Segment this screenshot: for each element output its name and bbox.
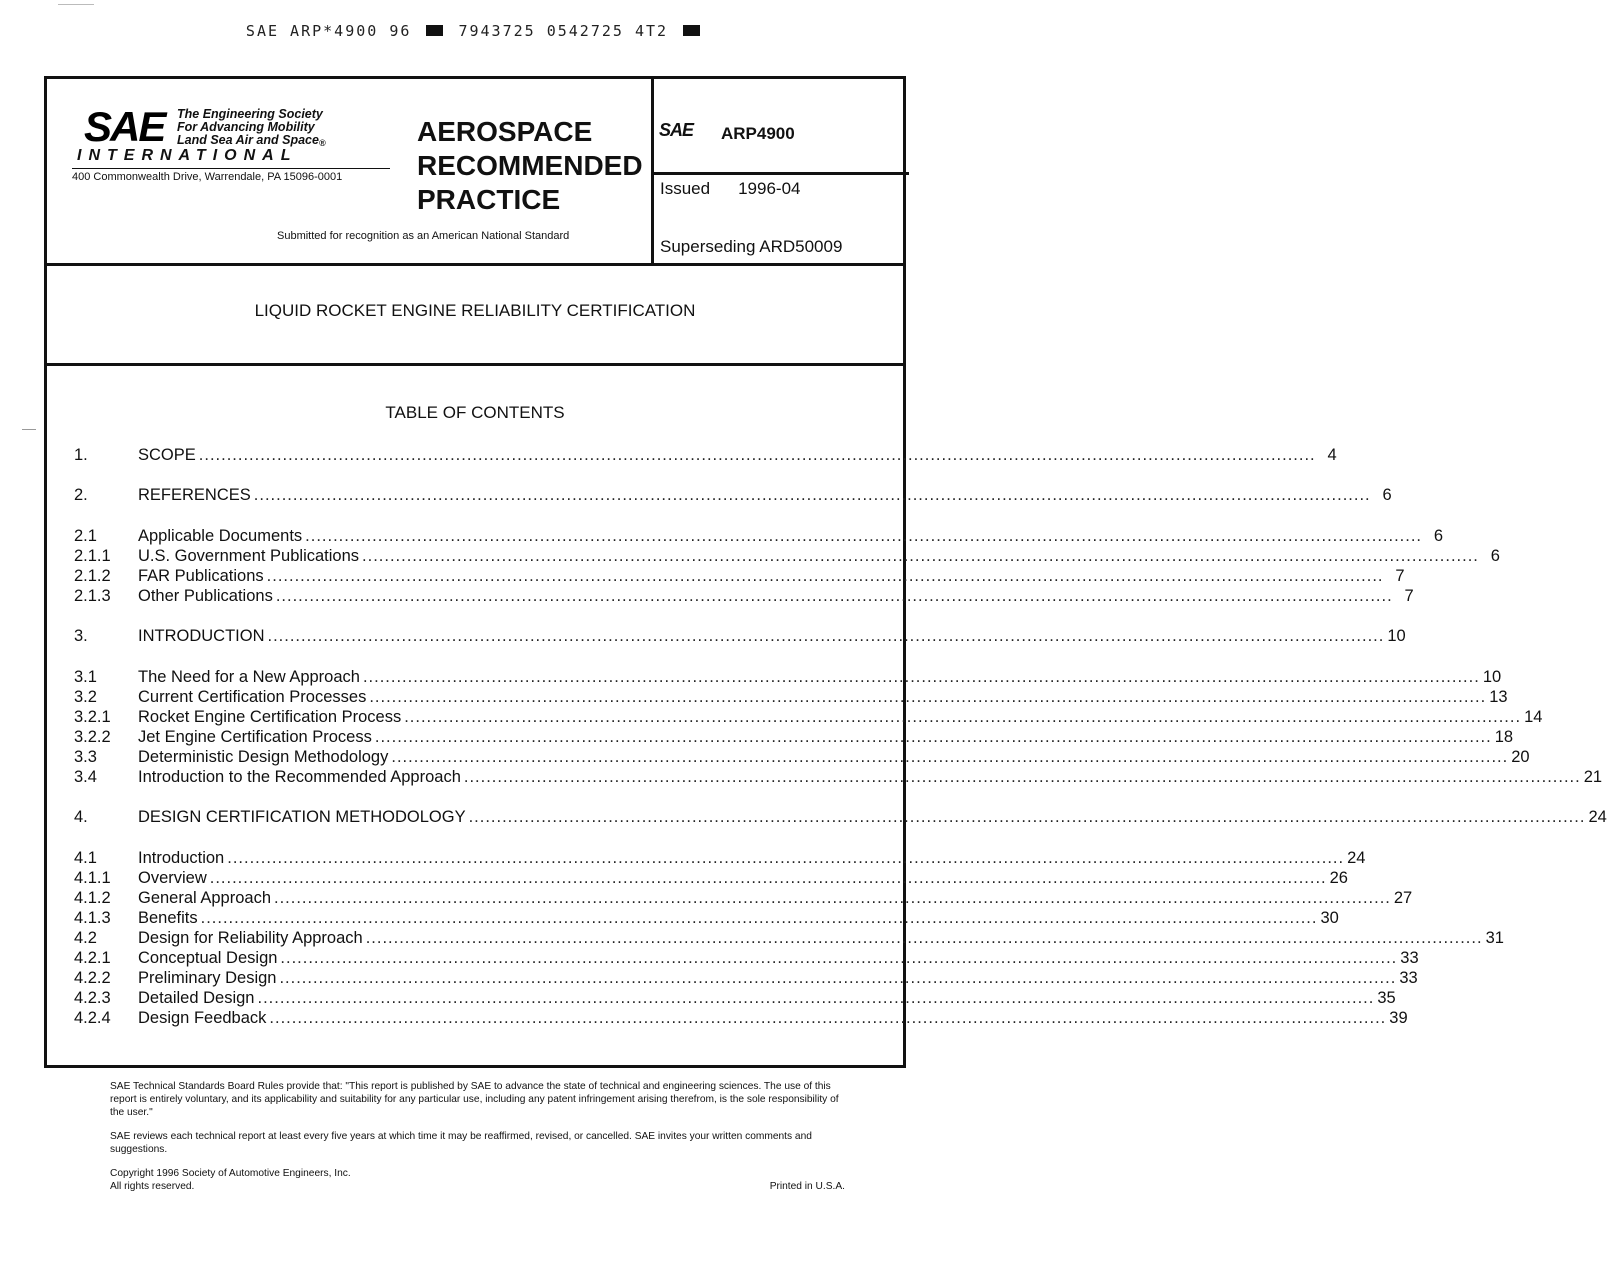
scan-corner-mark	[58, 4, 94, 5]
toc-section-title: REFERENCES	[138, 486, 251, 504]
toc-entry	[74, 486, 1392, 506]
review-policy: SAE reviews each technical report at least every five years at which time it may be reaffirmed, revised, or cancelled. SAE invites your written comments and suggestions.	[110, 1131, 812, 1155]
submitted-note: Submitted for recognition as an American National Standard	[277, 230, 570, 242]
toc-entry	[74, 627, 1406, 647]
toc-leader-dots: ........................................................................................................................................................................................................	[200, 909, 1318, 927]
toc-entry	[74, 869, 1348, 889]
toc-section-number: 4.1.2	[74, 889, 111, 907]
toc-page-number: 6	[1490, 547, 1500, 565]
toc-section-title: The Need for a New Approach	[138, 668, 360, 686]
logo-divider	[72, 168, 390, 169]
toc-entry	[74, 989, 1396, 1009]
toc-entry	[74, 446, 1337, 466]
document-frame	[44, 76, 1607, 1068]
stamp-block-mark	[426, 25, 443, 36]
document-info-panel	[651, 79, 909, 263]
toc-page-number: 35	[1377, 989, 1396, 1007]
toc-section-title: Rocket Engine Certification Process	[138, 708, 402, 726]
toc-leader-dots: ........................................................................................................................................................................................................	[362, 547, 1479, 565]
toc-entry	[74, 587, 1414, 607]
toc-leader-dots: ........................................................................................................................................................................................................	[391, 748, 1509, 766]
toc-page-number: 14	[1524, 708, 1543, 726]
toc-section-number: 3.2.2	[74, 728, 111, 746]
sae-address: 400 Commonwealth Drive, Warrendale, PA 15096-0001	[72, 171, 343, 183]
toc-section-title: Design Feedback	[138, 1009, 267, 1027]
document-title: LIQUID ROCKET ENGINE RELIABILITY CERTIFICATION	[254, 301, 696, 320]
rights-reserved: All rights reserved.	[110, 1181, 195, 1192]
toc-page-number: 18	[1494, 728, 1514, 746]
toc-leader-dots: ........................................................................................................................................................................................................	[374, 728, 1492, 746]
tagline-line: Land Sea Air and Space®	[177, 133, 326, 148]
toc-section-number: 3.2	[74, 688, 97, 706]
toc-section-title: Introduction to the Recommended Approach	[138, 768, 461, 786]
toc-section-number: 2.1	[74, 527, 97, 545]
toc-entry	[74, 688, 1508, 708]
toc-page-number: 21	[1583, 768, 1603, 786]
toc-section-number: 4.2	[74, 929, 97, 947]
toc-leader-dots: ........................................................................................................................................................................................................	[227, 849, 1345, 867]
toc-section-title: INTRODUCTION	[138, 627, 265, 645]
toc-entry	[74, 768, 1603, 788]
toc-entry	[74, 728, 1514, 748]
sae-small-logo: SAE	[659, 120, 694, 140]
stamp-code: SAE ARP*4900 96	[245, 22, 412, 40]
registered-mark: ®	[318, 138, 326, 148]
toc-leader-dots: ........................................................................................................................................................................................................	[365, 929, 1483, 947]
sae-logo-mark: SAE	[84, 103, 165, 150]
toc-page-number: 33	[1400, 949, 1419, 967]
toc-section-title: Design for Reliability Approach	[138, 929, 363, 947]
toc-section-number: 1.	[74, 446, 88, 464]
toc-leader-dots: ........................................................................................................................................................................................................	[266, 567, 1384, 585]
document-number-box	[654, 79, 909, 175]
toc-leader-dots: ........................................................................................................................................................................................................	[257, 989, 1375, 1007]
toc-page-number: 7	[1404, 587, 1414, 605]
scan-margin-mark	[22, 429, 36, 430]
toc-section-number: 4.2.2	[74, 969, 111, 987]
toc-section-title: Detailed Design	[138, 989, 255, 1007]
toc-page-number: 10	[1482, 668, 1502, 686]
stamp-suffix: 4T2	[634, 22, 669, 40]
toc-section-number: 3.2.1	[74, 708, 111, 726]
toc-page-number: 7	[1395, 567, 1405, 585]
toc-page-number: 31	[1485, 929, 1504, 947]
standards-board-rules: SAE Technical Standards Board Rules provide that: "This report is published by SAE to advance the state of technical and engineering sciences. The use of this report is entirely voluntary, and its applicability and suitability for any particular use, including any patent infringement arising therefrom, is the sole responsibility of the user."	[110, 1081, 839, 1118]
toc-section-number: 4.2.3	[74, 989, 111, 1007]
toc-section-number: 2.1.1	[74, 547, 111, 565]
stamp-serial: 7943725 0542725	[458, 22, 624, 40]
toc-section-title: Deterministic Design Methodology	[138, 748, 389, 766]
tagline-line: For Advancing Mobility	[177, 120, 315, 134]
sae-tagline	[177, 108, 326, 150]
toc-section-title: Other Publications	[138, 587, 273, 605]
doc-type-line: PRACTICE	[417, 184, 561, 215]
toc-entry	[74, 969, 1418, 989]
toc-entry	[74, 808, 1607, 828]
stamp-block-mark	[683, 25, 700, 36]
toc-page-number: 27	[1393, 889, 1413, 907]
toc-page-number: 10	[1387, 627, 1406, 645]
toc-page-number: 30	[1320, 909, 1339, 927]
header	[47, 79, 903, 266]
toc-leader-dots: ........................................................................................................................................................................................................	[198, 446, 1316, 464]
toc-section-title: U.S. Government Publications	[138, 547, 360, 565]
sae-international: INTERNATIONAL	[77, 147, 298, 164]
toc-section-title: FAR Publications	[138, 567, 264, 585]
toc-leader-dots: ........................................................................................................................................................................................................	[279, 969, 1397, 987]
toc-section-number: 3.1	[74, 668, 97, 686]
toc-heading: TABLE OF CONTENTS	[385, 403, 565, 422]
toc-page-number: 24	[1588, 808, 1607, 826]
issued-date	[660, 179, 800, 199]
toc-section-number: 4.2.1	[74, 949, 111, 967]
toc-section-title: Introduction	[138, 849, 225, 867]
toc-entry	[74, 1009, 1408, 1029]
toc-section-number: 3.3	[74, 748, 97, 766]
toc-section-title: DESIGN CERTIFICATION METHODOLOGY	[138, 808, 466, 826]
toc-section-number: 4.1.3	[74, 909, 111, 927]
toc-leader-dots: ........................................................................................................................................................................................................	[269, 1009, 1387, 1027]
toc-entry	[74, 949, 1419, 969]
toc-section-number: 3.4	[74, 768, 97, 786]
toc-leader-dots: ........................................................................................................................................................................................................	[369, 688, 1487, 706]
document-stamp	[0, 22, 950, 40]
doc-type-line: RECOMMENDED	[417, 150, 643, 181]
toc-section-number: 4.1	[74, 849, 97, 867]
toc-leader-dots: ........................................................................................................................................................................................................	[275, 587, 1393, 605]
toc-entry	[74, 929, 1504, 949]
toc-page-number: 39	[1389, 1009, 1408, 1027]
toc-entry	[74, 748, 1530, 768]
toc-page-number: 6	[1382, 486, 1392, 504]
toc-entry	[74, 909, 1339, 929]
toc-section-number: 4.2.4	[74, 1009, 111, 1027]
document-number: ARP4900	[721, 124, 795, 143]
toc-leader-dots: ........................................................................................................................................................................................................	[280, 949, 1398, 967]
toc-section-title: Overview	[138, 869, 207, 887]
toc-page-number: 20	[1511, 748, 1530, 766]
toc-page-number: 6	[1433, 527, 1444, 545]
document-type	[417, 115, 643, 217]
toc-entry	[74, 889, 1413, 909]
toc-page-number: 26	[1329, 869, 1348, 887]
toc-section-number: 4.1.1	[74, 869, 111, 887]
toc-section-title: Jet Engine Certification Process	[138, 728, 372, 746]
toc-leader-dots: ........................................................................................................................................................................................................	[463, 768, 1581, 786]
toc-entry	[74, 849, 1366, 869]
toc-page-number: 13	[1489, 688, 1508, 706]
toc-section-title: Current Certification Processes	[138, 688, 367, 706]
title-band	[47, 266, 903, 366]
toc-section-number: 2.1.3	[74, 587, 111, 605]
copyright: Copyright 1996 Society of Automotive Engineers, Inc.	[110, 1168, 351, 1179]
toc-leader-dots: ........................................................................................................................................................................................................	[267, 627, 1385, 645]
tagline-line: The Engineering Society	[177, 107, 323, 121]
issued-value: 1996-04	[738, 179, 801, 198]
toc-section-number: 3.	[74, 627, 88, 645]
issued-label: Issued	[660, 179, 711, 198]
toc-section-title: SCOPE	[138, 446, 196, 464]
toc-section-number: 4.	[74, 808, 88, 826]
copyright-block	[110, 1167, 845, 1193]
toc-entry	[74, 527, 1444, 547]
toc-page-number: 4	[1327, 446, 1337, 464]
toc-section-title: Applicable Documents	[138, 527, 303, 545]
doc-type-line: AEROSPACE	[417, 116, 593, 147]
toc-entry	[74, 708, 1543, 728]
toc-leader-dots: ........................................................................................................................................................................................................	[305, 527, 1423, 545]
toc-page-number: 33	[1399, 969, 1418, 987]
toc-leader-dots: ........................................................................................................................................................................................................	[404, 708, 1522, 726]
toc-section-number: 2.1.2	[74, 567, 111, 585]
toc-leader-dots: ........................................................................................................................................................................................................	[253, 486, 1371, 504]
toc-leader-dots: ........................................................................................................................................................................................................	[274, 889, 1391, 907]
toc-section-title: Preliminary Design	[138, 969, 277, 987]
superseding-note: Superseding ARD50009	[660, 237, 843, 256]
toc-section-title: General Approach	[138, 889, 272, 907]
toc-section-title: Benefits	[138, 909, 198, 927]
toc-leader-dots: ........................................................................................................................................................................................................	[362, 668, 1480, 686]
printed-in: Printed in U.S.A.	[769, 1181, 845, 1192]
toc-leader-dots: ........................................................................................................................................................................................................	[468, 808, 1586, 826]
footer	[110, 1080, 845, 1193]
toc-entry	[74, 567, 1405, 587]
toc-section-number: 2.	[74, 486, 88, 504]
toc-entry	[74, 547, 1500, 567]
toc-leader-dots: ........................................................................................................................................................................................................	[209, 869, 1327, 887]
toc-entry	[74, 668, 1502, 688]
toc-page-number: 24	[1347, 849, 1366, 867]
toc-section-title: Conceptual Design	[138, 949, 278, 967]
